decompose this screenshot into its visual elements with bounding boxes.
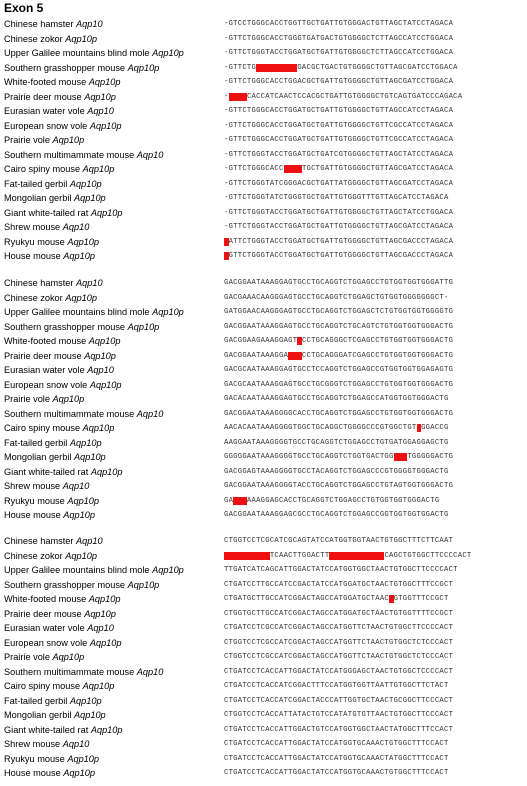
species-label (4, 766, 95, 781)
species-label (4, 162, 114, 177)
alignment-row (0, 104, 527, 119)
species-label (4, 32, 97, 47)
species-label (4, 636, 122, 651)
sequence: TTGATCATCAGCATTGGACTATCCATGGTGGCTAACTGTGGCTTCCCCACT (224, 566, 458, 574)
sequence: ----------TCAACTTGGACTT------------CAGCTGTGGCTTCCCCACT (224, 551, 472, 560)
gene-name: Aqp10 (136, 408, 164, 419)
deletion-highlight: - (224, 237, 229, 246)
gene-name: Aqp10p (65, 33, 97, 44)
species-name: Cairo spiny mouse (4, 423, 81, 433)
species-label (4, 334, 120, 349)
alignment-row (0, 349, 527, 364)
species-label (4, 363, 114, 378)
sequence: AAGGAATAAAGGGGTGCCTGCAGGTCTGGAGCCTGTGATGGAGGAGCTG (224, 438, 449, 447)
species-name: Cairo spiny mouse (4, 164, 81, 174)
alignment-row (0, 407, 527, 422)
gene-name: Aqp10p (65, 550, 97, 561)
sequence: GACGCAATAAAGGAGTGCCTGCGGGTCTGGAGCCTGTGGTGGTGGGACTG (224, 380, 454, 389)
species-name: Chinese zokor (4, 33, 63, 44)
species-label (4, 436, 102, 451)
alignment-row (0, 291, 527, 306)
species-label (4, 235, 99, 250)
alignment-block-3 (0, 534, 527, 781)
gene-name: Aqp10p (89, 637, 122, 648)
alignment-row (0, 249, 527, 264)
alignment-row (0, 421, 527, 436)
alignment-row (0, 479, 527, 494)
species-name: Southern grasshopper mouse (4, 321, 126, 332)
gene-name: Aqp10p (65, 292, 97, 303)
species-name: White-footed mouse (4, 77, 87, 87)
gene-name: Aqp10p (73, 710, 106, 720)
species-name: White-footed mouse (4, 594, 87, 604)
alignment-row (0, 679, 527, 694)
deletion-highlight: --- (393, 453, 408, 461)
alignment-row (0, 90, 527, 105)
gene-name: Aqp10p (82, 681, 115, 691)
sequence: GACGCAATAAAGGAGTGCCTCCAGGTCTGGAGCCGTGGTGGTGGAGAGTG (224, 366, 454, 374)
gene-name: Aqp10 (62, 222, 90, 232)
sequence: CTGGTGCTTGCCATCGGACTAGCCATGGATGCTAACTGTGGTTTTCCGCT (224, 609, 454, 618)
species-label (4, 465, 123, 480)
species-name: Mongolian gerbil (4, 452, 72, 462)
sequence: GACGAAACAAGGGAGTGCCTGCAGGTCTGGAGCTGTGGTGGGGGGGCT- (224, 293, 449, 302)
species-name: Prairie deer mouse (4, 608, 82, 619)
species-label (4, 450, 106, 465)
alignment-row (0, 133, 527, 148)
gene-name: Aqp10p (63, 510, 95, 520)
alignment-row (0, 578, 527, 593)
gene-name: Aqp10p (52, 652, 85, 662)
alignment-row (0, 450, 527, 465)
species-name: Shrew mouse (4, 222, 61, 232)
species-label (4, 665, 163, 680)
gene-name: Aqp10p (63, 251, 95, 261)
species-label (4, 249, 95, 264)
alignment-row (0, 162, 527, 177)
gene-name: Aqp10p (84, 608, 116, 619)
sequence: GACGGAATAAAGGAGTGCCTGCAGGTCTGGAGCCTGTGGTGGTGGGATTG (224, 279, 454, 287)
species-name: House mouse (4, 768, 61, 778)
species-label (4, 104, 114, 119)
species-name: European snow vole (4, 120, 88, 131)
sequence: CTGATCCTCACCATCGGACTACCCATTGGTGCTAACTGCGGCTTCCCACT (224, 696, 454, 705)
alignment-row (0, 592, 527, 607)
gene-name: Aqp10 (76, 19, 103, 29)
alignment-row (0, 75, 527, 90)
sequence: -GTTCTGGGCACC----TGCTGATTGTGGGGCTGTTAGCGATCCTAGACA (224, 165, 454, 173)
sequence: CTGATCCTCACCATCGGACTTTCCATGGTGGTTAATTGTGGCTTCTACT (224, 682, 449, 690)
gene-name: Aqp10p (69, 178, 102, 189)
sequence: -GTTCTGGGCACCTGGATGCTGATTGTGGGGCTGTTCGCCATCCTAGACA (224, 136, 454, 144)
gene-name: Aqp10 (136, 149, 164, 160)
alignment-row (0, 737, 527, 752)
alignment-block-2 (0, 276, 527, 523)
alignment-block-1 (0, 17, 527, 264)
gene-name: Aqp10p (67, 495, 100, 506)
sequence: CTGATCCTCACCATTGGACTATCCATGGTGCAAACTGTGGCTTTCCACT (224, 769, 449, 777)
alignment-row (0, 563, 527, 578)
alignment-row (0, 752, 527, 767)
alignment-row (0, 206, 527, 221)
species-name: White-footed mouse (4, 336, 87, 346)
alignment-row (0, 766, 527, 781)
species-label (4, 679, 114, 694)
species-name: Mongolian gerbil (4, 710, 72, 720)
species-name: Chinese hamster (4, 19, 74, 29)
species-label (4, 191, 106, 206)
alignment-row (0, 148, 527, 163)
gene-name: Aqp10 (76, 536, 103, 546)
species-label (4, 177, 102, 192)
gene-name: Aqp10p (90, 207, 123, 218)
species-name: Ryukyu mouse (4, 236, 65, 247)
sequence: GACGGAATAAAGGA---CCTGCAGGGATCGAGCCTGTGGTGGTGGGACTG (224, 351, 454, 360)
species-label (4, 119, 122, 134)
alignment-row (0, 235, 527, 250)
sequence: AACACAATAAAGGGGTGGCTGCAGGCTGGGGCCCGTGGCTGT-GGACCG (224, 424, 449, 432)
species-label (4, 291, 97, 306)
species-label (4, 621, 114, 636)
species-label (4, 90, 116, 105)
sequence: -GTTCTG---------GACGCTGACTGTGGGGCTGTTAGCGATCCTGGACA (224, 63, 458, 72)
alignment-row (0, 334, 527, 349)
species-name: Eurasian water vole (4, 365, 85, 375)
alignment-row (0, 392, 527, 407)
species-name: Prairie vole (4, 394, 50, 404)
sequence: GATGGAACAAGGGAGTGCCTGCAGGTCTGGAGCTCTGTGGTGGTGGGGTG (224, 308, 454, 316)
alignment-row (0, 508, 527, 523)
deletion-highlight: - (389, 595, 394, 603)
sequence: GACGGAATAAAGGAGCGCCTGCAGGTCTGGAGCCGGTGGTGGTGGACTG (224, 511, 449, 519)
alignment-row (0, 378, 527, 393)
species-name: Southern grasshopper mouse (4, 579, 126, 590)
sequence: -GTCCTGGGCACCTGGTTGCTGATTGTGGGACTGTTAGCTATCCTAGACA (224, 20, 454, 28)
gene-name: Aqp10p (152, 565, 184, 575)
sequence: CTGGTCCTCGCATCGCAGTATCCATGGTGGTAACTGTGGCTTTCTTCAAT (224, 537, 454, 545)
deletion-highlight: --------- (256, 63, 298, 72)
gene-name: Aqp10p (67, 236, 100, 247)
exon-title: Exon 5 (4, 1, 44, 15)
alignment-row (0, 708, 527, 723)
gene-name: Aqp10p (73, 452, 106, 462)
species-name: Prairie deer mouse (4, 350, 82, 361)
gene-name: Aqp10 (136, 666, 164, 677)
gene-name: Aqp10p (127, 321, 160, 332)
sequence: -GTTCTGGGTACCTGGATGCTGATTGTGGGGCTCTTAGCCATCCTGGACA (224, 49, 454, 57)
species-label (4, 75, 120, 90)
gene-name: Aqp10 (76, 278, 103, 288)
sequence: CTGGTCCTCGCCATCGGACTAGCCATGGTTCTAACTGTGGCTCTCCCACT (224, 638, 454, 647)
gene-name: Aqp10p (84, 350, 116, 361)
gene-name: Aqp10 (87, 365, 114, 375)
sequence: GACGGAATAAAGGGGCACCTGCAGGTCTGGAGCCTGTGGTGGTGGGACTG (224, 409, 454, 418)
species-label (4, 349, 116, 364)
alignment-row (0, 119, 527, 134)
sequence: CTGATCCTCACCATTGGACTATCCATGGTGCAAACTGTGGCTTTCCACT (224, 740, 449, 748)
alignment-row (0, 220, 527, 235)
deletion-highlight: ---------- (224, 551, 270, 560)
species-label (4, 46, 184, 61)
sequence: -GTTCTGGGCACCTGGATGCTGATTGTGGGGCTGTTCGCCATCCTAGACA (224, 121, 454, 130)
alignment-row (0, 636, 527, 651)
sequence: GACACAATAAAGGAGTGCCTGCAGGTCTGGAGCCATGGTGGTGGGACTG (224, 395, 449, 403)
sequence: -GTTCTGGGTACCTGGATGCTGATTGTGGGGCTGTTAGCTATCCTGGACA (224, 208, 454, 217)
species-name: Chinese hamster (4, 278, 74, 288)
alignment-row (0, 17, 527, 32)
alignment-row (0, 607, 527, 622)
gene-name: Aqp10p (69, 695, 102, 706)
species-name: Southern multimammate mouse (4, 149, 135, 160)
sequence: GACGGAATAAAGGGGTACCTGCAGGTCTGGAGCCTGTAGTGGTGGGACTG (224, 482, 454, 490)
sequence: CTGATCCTCGCCATCGGACTAGCCATGGTTCTAACTGTGGCTTCCCCACT (224, 624, 454, 632)
species-name: Upper Galilee mountains blind mole (4, 565, 150, 575)
species-label (4, 737, 89, 752)
species-label (4, 17, 103, 32)
species-name: Ryukyu mouse (4, 495, 65, 506)
sequence: -ATTCTGGGTACCTGGATGCTGATTGTGGGGCTGTTAGCGACCCTAGACA (224, 237, 454, 246)
species-name: Giant white-tailed rat (4, 207, 89, 218)
species-label (4, 752, 99, 767)
alignment-row (0, 650, 527, 665)
species-name: Fat-tailed gerbil (4, 178, 68, 189)
alignment-row (0, 305, 527, 320)
sequence: CTGATCCTCACCATTGGACTATCCATGGTGCAAACTATGGCTTTCCACT (224, 754, 449, 763)
species-name: Ryukyu mouse (4, 753, 65, 764)
gene-name: Aqp10p (63, 768, 95, 778)
gene-name: Aqp10p (90, 466, 123, 477)
species-name: House mouse (4, 251, 61, 261)
deletion-highlight: ------------ (329, 551, 385, 560)
species-label (4, 607, 116, 622)
species-label (4, 592, 120, 607)
alignment-row (0, 61, 527, 76)
species-label (4, 479, 89, 494)
sequence: CTGATCCTTGCCATCCGACTATCCATGGATGCTAACTGTGGCTTTCCGCT (224, 580, 454, 589)
species-name: Giant white-tailed rat (4, 466, 89, 477)
gene-name: Aqp10p (84, 91, 116, 102)
species-name: Southern multimammate mouse (4, 408, 135, 419)
species-name: Eurasian water vole (4, 623, 85, 633)
alignment-row (0, 46, 527, 61)
species-name: European snow vole (4, 637, 88, 648)
sequence: -GTTCTGGGCACCTGGACGCTGATTGTGGGGCTGTTAGCGATCCTGGACA (224, 78, 454, 86)
sequence: GACGGAGTAAAGGGGTGCCTACAGGTCTGGAGCCCGTGGGGTGGGACTG (224, 467, 449, 476)
deletion-highlight: --- (233, 496, 247, 505)
species-name: Upper Galilee mountains blind mole (4, 48, 150, 58)
alignment-row (0, 276, 527, 291)
gene-name: Aqp10p (127, 579, 160, 590)
species-name: Upper Galilee mountains blind mole (4, 307, 150, 317)
gene-name: Aqp10 (87, 623, 114, 633)
sequence: -GTTCTGGGTATCGGGACGCTGATTATGGGGCTGTTAGCGATCCTAGACA (224, 179, 454, 188)
sequence: GACGGAAGAAAGGAGT-CCTGCAGGGCTCGAGCCTGTGGTGGTGGGACTG (224, 337, 454, 345)
gene-name: Aqp10 (62, 739, 90, 749)
sequence: GGGGGAATAAAGGGGTGCCTGCAGGTCTGGTGACTGG---TGGGGGACTG (224, 453, 454, 461)
alignment-row (0, 191, 527, 206)
species-label (4, 508, 95, 523)
species-name: Eurasian water vole (4, 106, 85, 116)
deletion-highlight: ---- (228, 92, 247, 101)
sequence: CTGATGCTTGCCATCGGACTAGCCATGGATGCTAAC-GTGGTTTCCGCT (224, 595, 449, 603)
sequence: -GTTCTGGGTACCTGGATGCTGATTGTGGGGCTGTTAGCGACCCTAGACA (224, 252, 454, 260)
species-label (4, 407, 163, 422)
sequence: -----CACCATCAACTCCACGCTGATTGTGGGGCTGTCAGTGATCCCAGACA (224, 92, 463, 101)
gene-name: Aqp10p (152, 307, 184, 317)
alignment-row (0, 723, 527, 738)
alignment-row (0, 465, 527, 480)
species-name: Giant white-tailed rat (4, 724, 89, 735)
gene-name: Aqp10 (87, 106, 114, 116)
sequence: CTGGTCCTCGCCATCGGACTAGCCATGGTTCTAACTGTGGCTCTCCCACT (224, 653, 454, 661)
gene-name: Aqp10p (88, 336, 121, 346)
species-name: Mongolian gerbil (4, 193, 72, 203)
species-label (4, 392, 84, 407)
species-label (4, 578, 159, 593)
alignment-row (0, 694, 527, 709)
species-label (4, 305, 184, 320)
sequence: GA---AAAGGAGCACCTGCAGGTCTGGAGCCTGTGGTGGTGGGACTG (224, 496, 440, 505)
species-name: Southern multimammate mouse (4, 666, 135, 677)
gene-name: Aqp10p (52, 135, 85, 145)
species-name: Prairie deer mouse (4, 91, 82, 102)
species-name: Chinese zokor (4, 292, 63, 303)
species-label (4, 276, 103, 291)
deletion-highlight: ---- (283, 165, 302, 173)
alignment-row (0, 320, 527, 335)
sequence: -GTTCTGGGTACCTGGATGCTGATTGTGGGGCTGTTAGCGATCCTAGACA (224, 223, 454, 231)
alignment-row (0, 32, 527, 47)
sequence: -GTTCTGGGCACCTGGGTGATGACTGTGGGGCTCTTAGCCATCCTGGACA (224, 34, 454, 43)
species-label (4, 534, 103, 549)
alignment-row (0, 534, 527, 549)
deletion-highlight: - (416, 424, 422, 432)
species-name: House mouse (4, 510, 61, 520)
alignment-row (0, 363, 527, 378)
species-label (4, 694, 102, 709)
gene-name: Aqp10p (52, 394, 85, 404)
alignment-row (0, 177, 527, 192)
alignment-row (0, 549, 527, 564)
deletion-highlight: - (224, 252, 229, 260)
sequence: CTGATCCTCACCATTGGACTATCCATGGGAGCTAACTGTGGCTCCCCACT (224, 667, 454, 676)
species-label (4, 148, 163, 163)
species-name: European snow vole (4, 379, 88, 390)
gene-name: Aqp10p (152, 48, 184, 58)
alignment-row (0, 494, 527, 509)
gene-name: Aqp10p (67, 753, 100, 764)
species-name: Southern grasshopper mouse (4, 62, 126, 73)
sequence: -GTTCTGGGCACCTGGATGCTGATTGTGGGGCTGTTAGCCATCCTAGACA (224, 107, 454, 115)
gene-name: Aqp10p (89, 379, 122, 390)
species-name: Prairie vole (4, 135, 50, 145)
species-name: Shrew mouse (4, 739, 61, 749)
species-label (4, 61, 159, 76)
alignment-row (0, 436, 527, 451)
sequence: -GTTCTGGGTATCTGGGTGCTGATTGTGGGTTTGTTAGCATCCTAGACA (224, 194, 449, 202)
deletion-highlight: --- (288, 351, 302, 360)
species-label (4, 133, 84, 148)
species-label (4, 320, 159, 335)
deletion-highlight: - (297, 337, 302, 345)
species-label (4, 220, 89, 235)
species-name: Shrew mouse (4, 481, 61, 491)
sequence: GACGGAATAAAGGAGTGCCTGCAGGTCTGCAGTCTGTGGTGGTGGGACTG (224, 322, 454, 331)
species-label (4, 206, 123, 221)
species-label (4, 723, 123, 738)
species-name: Chinese hamster (4, 536, 74, 546)
gene-name: Aqp10 (62, 481, 90, 491)
gene-name: Aqp10p (90, 724, 123, 735)
species-label (4, 549, 97, 564)
gene-name: Aqp10p (88, 77, 121, 87)
species-label (4, 708, 106, 723)
gene-name: Aqp10p (89, 120, 122, 131)
species-label (4, 494, 99, 509)
species-label (4, 378, 122, 393)
species-name: Chinese zokor (4, 550, 63, 561)
gene-name: Aqp10p (82, 164, 115, 174)
alignment-row (0, 621, 527, 636)
gene-name: Aqp10p (82, 423, 115, 433)
species-name: Fat-tailed gerbil (4, 695, 68, 706)
gene-name: Aqp10p (88, 594, 121, 604)
gene-name: Aqp10p (127, 62, 160, 73)
species-label (4, 650, 84, 665)
species-name: Fat-tailed gerbil (4, 437, 68, 448)
sequence: -GTTCTGGGTACCTGGATGCTGATCGTGGGGCTGTTAGCTATCCTAGACA (224, 150, 454, 159)
species-name: Cairo spiny mouse (4, 681, 81, 691)
gene-name: Aqp10p (73, 193, 106, 203)
alignment-row (0, 665, 527, 680)
sequence: CTGGTCCTCACCATTATACTGTCCATATGTGTTAACTGTGGCTTCCCACT (224, 711, 454, 719)
species-label (4, 421, 114, 436)
sequence: CTGATCCTCACCATTGGACTGTCCATGGTGGCTAACTATGGCTTTCCACT (224, 725, 454, 734)
gene-name: Aqp10p (69, 437, 102, 448)
species-label (4, 563, 184, 578)
species-name: Prairie vole (4, 652, 50, 662)
